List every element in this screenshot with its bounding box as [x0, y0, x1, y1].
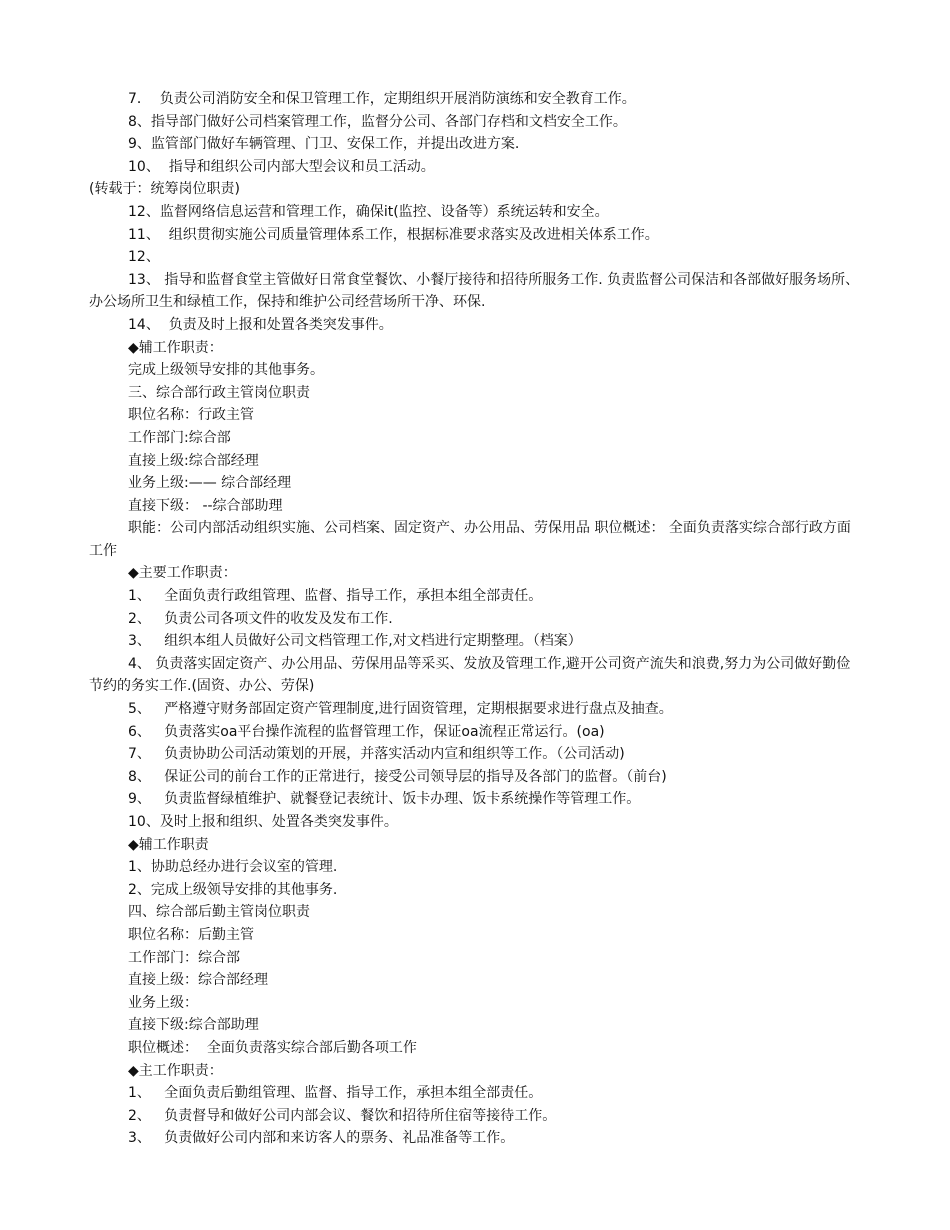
- text-line: 14、 负责及时上报和处置各类突发事件。: [128, 316, 393, 333]
- text-line: 9、 负责监督绿植维护、就餐登记表统计、饭卡办理、饭卡系统操作等管理工作。: [128, 791, 641, 808]
- text-line: 9、监管部门做好车辆管理、门卫、安保工作，并提出改进方案.: [128, 136, 520, 153]
- text-line: ◆辅工作职责：: [128, 339, 223, 356]
- text-line: 完成上级领导安排的其他事务。: [128, 362, 324, 379]
- text-line: 8、指导部门做好公司档案管理工作，监督分公司、各部门存档和文档安全工作。: [128, 113, 627, 130]
- text-line: 3、 负责做好公司内部和来访客人的票务、礼品准备等工作。: [128, 1130, 515, 1147]
- text-line: 业务上级:—— 综合部经理: [128, 475, 292, 492]
- text-line: 11、 组织贯彻实施公司质量管理体系工作，根据标准要求落实及改进相关体系工作。: [128, 226, 659, 243]
- text-line: ◆辅工作职责: [128, 836, 209, 853]
- text-line: 2、完成上级领导安排的其他事务.: [128, 881, 338, 898]
- text-line: (转载于：统筹岗位职责): [89, 181, 240, 198]
- text-line: 7、 负责协助公司活动策划的开展，并落实活动内宣和组织等工作。（公司活动): [128, 746, 625, 763]
- text-line: 1、 全面负责行政组管理、监督、指导工作，承担本组全部责任。: [128, 588, 543, 605]
- text-line: 2、 负责公司各项文件的收发及发布工作.: [128, 610, 393, 627]
- text-line: 职位名称：行政主管: [128, 407, 254, 424]
- text-line: ◆主要工作职责：: [128, 565, 237, 582]
- document-body: [89, 88, 861, 1150]
- text-line: 三、综合部行政主管岗位职责: [128, 384, 310, 401]
- text-line: 1、 全面负责后勤组管理、监督、指导工作，承担本组全部责任。: [128, 1085, 543, 1102]
- text-line: 职位概述： 全面负责落实综合部后勤各项工作: [128, 1039, 417, 1056]
- text-line: 直接下级:综合部助理: [128, 1017, 259, 1034]
- text-line: 职位名称：后勤主管: [128, 926, 254, 943]
- text-line: 13、 指导和监督食堂主管做好日常食堂餐饮、小餐厅接待和招待所服务工作. 负责监督公司保洁和各部做好服务场所、办公场所卫生和绿植工作，保持和维护公司经营场所干净、环保.: [89, 271, 860, 311]
- text-line: 5、 严格遵守财务部固定资产管理制度,进行固资管理，定期根据要求进行盘点及抽查。: [128, 701, 673, 718]
- text-line: 8、 保证公司的前台工作的正常进行，接受公司领导层的指导及各部门的监督。（前台): [128, 768, 667, 785]
- text-line: 7． 负责公司消防安全和保卫管理工作，定期组织开展消防演练和安全教育工作。: [128, 91, 636, 107]
- text-line: 四、综合部后勤主管岗位职责: [128, 904, 310, 921]
- text-line: 6、 负责落实oa平台操作流程的监督管理工作，保证oa流程正常运行。(oa): [128, 723, 605, 740]
- text-line: 业务上级：: [128, 994, 198, 1011]
- text-line: 工作部门：综合部: [128, 949, 240, 966]
- text-line: 直接上级：综合部经理: [128, 972, 268, 989]
- text-line: 12、监督网络信息运营和管理工作，确保it(监控、设备等）系统运转和安全。: [128, 203, 609, 220]
- text-line: 职能：公司内部活动组织实施、公司档案、固定资产、办公用品、劳保用品 职位概述： 全面负责落实综合部行政方面工作: [89, 520, 851, 559]
- text-line: 10、 指导和组织公司内部大型会议和员工活动。: [128, 158, 435, 175]
- text-line: 10、及时上报和组织、处置各类突发事件。: [128, 814, 398, 830]
- text-line: 3、 组织本组人员做好公司文档管理工作,对文档进行定期整理。（档案）: [128, 633, 582, 650]
- text-line: 工作部门:综合部: [128, 429, 231, 446]
- text-line: 12、: [128, 249, 160, 266]
- text-line: 4、 负责落实固定资产、办公用品、劳保用品等采买、发放及管理工作,避开公司资产流失和浪费,努力为公司做好勤俭节约的务实工作.(固资、办公、劳保): [89, 655, 851, 695]
- text-line: ◆主工作职责：: [128, 1062, 223, 1079]
- text-line: 2、 负责督导和做好公司内部会议、餐饮和招待所住宿等接待工作。: [128, 1107, 557, 1124]
- text-line: 直接下级： --综合部助理: [128, 497, 283, 514]
- text-line: 直接上级:综合部经理: [128, 452, 259, 469]
- text-line: 1、协助总经办进行会议室的管理.: [128, 859, 338, 876]
